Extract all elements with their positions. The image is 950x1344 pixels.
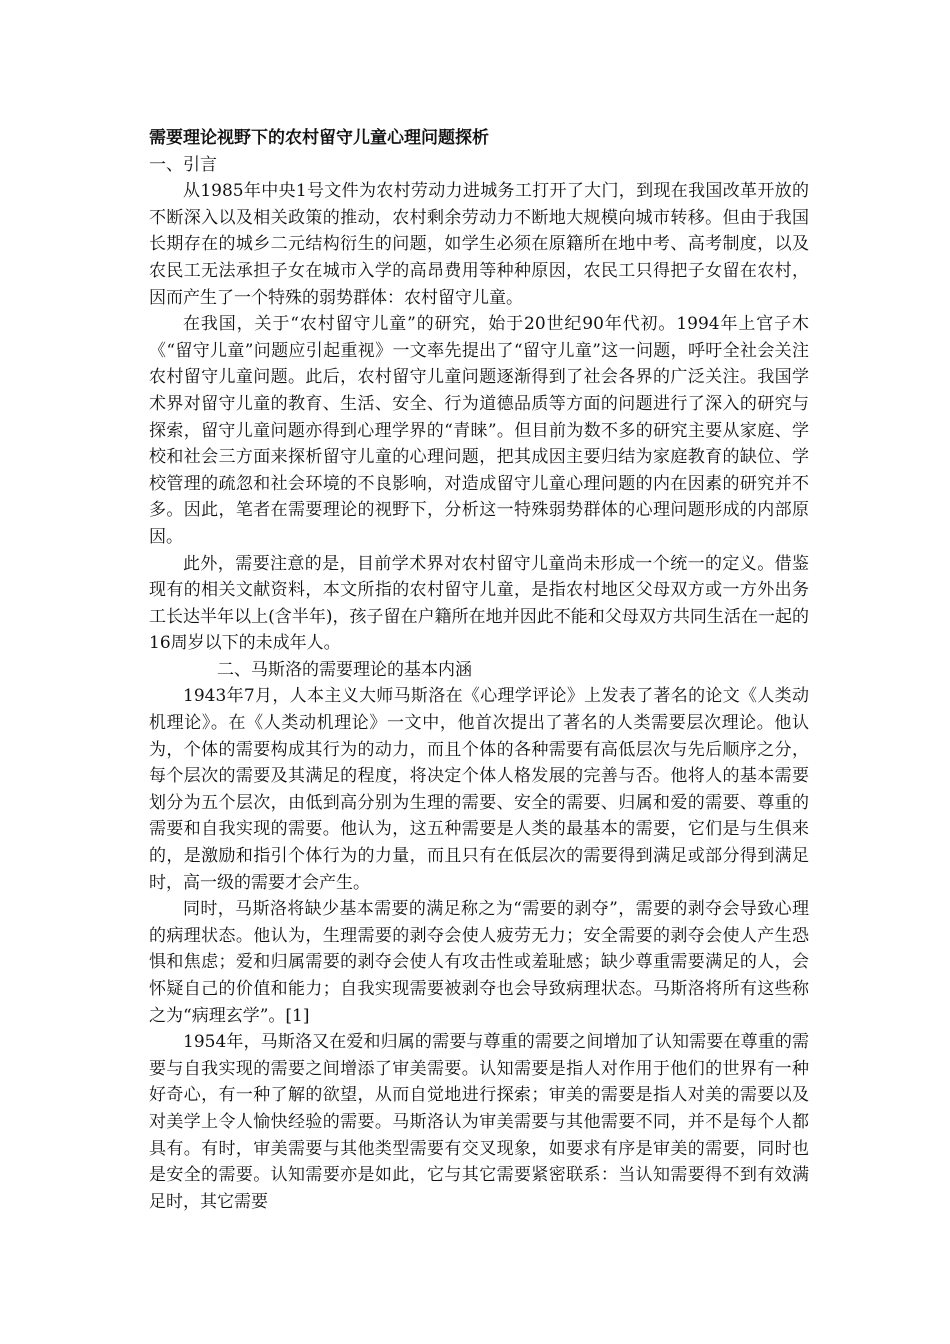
document-title: 需要理论视野下的农村留守儿童心理问题探析 [149, 128, 489, 148]
paragraph: 1954年，马斯洛又在爱和归属的需要与尊重的需要之间增加了认知需要在尊重的需要与自我实现的需要之间增添了审美需要。认知需要是指人对作用于他们的世界有一种好奇心，有一种了解的欲望，从而自觉地进行探索；审美的需要是指人对美的需要以及对美学上令人愉快经验的需要。马斯洛认为审美需要与其他需要不同，并不是每个人都具有。有时，审美需要与其他类型需要有交叉现象，如要求有序是审美的需要，同时也是安全的需要。认知需要亦是如此，它与其它需要紧密联系：当认知需要得不到有效满足时，其它需要 [149, 1032, 809, 1212]
paragraph: 此外，需要注意的是，目前学术界对农村留守儿童尚未形成一个统一的定义。借鉴现有的相关文献资料，本文所指的农村留守儿童，是指农村地区父母双方或一方外出务工长达半年以上(含半年)，孩子留在户籍所在地并因此不能和父母双方共同生活在一起的16周岁以下的未成年人。 [149, 553, 809, 654]
document-body [149, 125, 809, 1215]
paragraph: 同时，马斯洛将缺少基本需要的满足称之为“需要的剥夺”，需要的剥夺会导致心理的病理状态。他认为，生理需要的剥夺会使人疲劳无力；安全需要的剥夺会使人产生恐惧和焦虑；爱和归属需要的剥夺会使人有攻击性或羞耻感；缺少尊重需要满足的人，会怀疑自己的价值和能力；自我实现需要被剥夺也会导致病理状态。马斯洛将所有这些称之为“病理玄学”。[1] [149, 899, 809, 1026]
section-heading-maslow-theory: 二、马斯洛的需要理论的基本内涵 [217, 659, 472, 680]
section-heading-introduction: 一、引言 [149, 154, 217, 175]
paragraph: 1943年7月，人本主义大师马斯洛在《心理学评论》上发表了著名的论文《人类动机理论》。在《人类动机理论》一文中，他首次提出了著名的人类需要层次理论。他认为，个体的需要构成其行为的动力，而且个体的各种需要有高低层次与先后顺序之分，每个层次的需要及其满足的程度，将决定个体人格发展的完善与否。他将人的基本需要划分为五个层次，由低到高分别为生理的需要、安全的需要、归属和爱的需要、尊重的需要和自我实现的需要。他认为，这五种需要是人类的最基本的需要，它们是与生俱来的，是激励和指引个体行为的力量，而且只有在低层次的需要得到满足或部分得到满足时，高一级的需要才会产生。 [149, 686, 809, 893]
paragraph: 在我国，关于“农村留守儿童”的研究，始于20世纪90年代初。1994年上官子木《“留守儿童”问题应引起重视》一文率先提出了“留守儿童”这一问题，呼吁全社会关注农村留守儿童问题。此后，农村留守儿童问题逐渐得到了社会各界的广泛关注。我国学术界对留守儿童的教育、生活、安全、行为道德品质等方面的问题进行了深入的研究与探索，留守儿童问题亦得到心理学界的“青睐”。但目前为数不多的研究主要从家庭、学校和社会三方面来探析留守儿童的心理问题，把其成因主要归结为家庭教育的缺位、学校管理的疏忽和社会环境的不良影响，对造成留守儿童心理问题的内在因素的研究并不多。因此，笔者在需要理论的视野下，分析这一特殊弱势群体的心理问题形成的内部原因。 [149, 314, 809, 547]
paragraph: 从1985年中央1号文件为农村劳动力进城务工打开了大门，到现在我国改革开放的不断深入以及相关政策的推动，农村剩余劳动力不断地大规模向城市转移。但由于我国长期存在的城乡二元结构衍生的问题，如学生必须在原籍所在地中考、高考制度，以及农民工无法承担子女在城市入学的高昂费用等种种原因，农民工只得把子女留在农村，因而产生了一个特殊的弱势群体：农村留守儿童。 [149, 181, 809, 308]
